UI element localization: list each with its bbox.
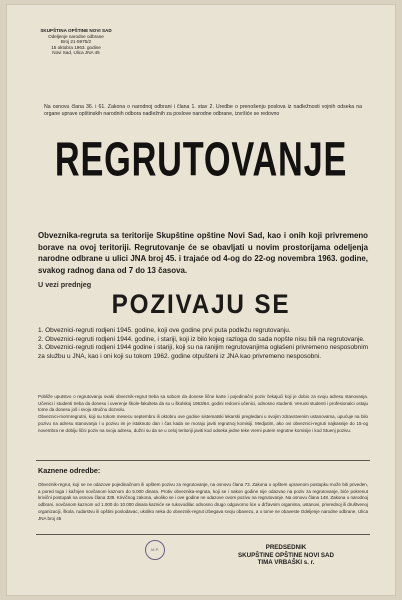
poster-sheet xyxy=(6,4,396,596)
header-line: Novi Sad, Ulica JNA 45 xyxy=(52,50,100,56)
call-point: 2. Obveznici-regruti rodjeni 1944. godine, i stariji, koji iz bilo kojeg razloga do sada nopšte nisu bili na regrutovanje. xyxy=(38,335,365,343)
header-line: 15 oktobra 1963. godine xyxy=(51,44,101,50)
signature-name: TIMA VRBAŠKI s. r. xyxy=(257,559,315,567)
penalties-text: Obveznik-regrut, koji se ne odazove pojedinačnom ili opštem pozivu za regrutovanje, na osnovu člana 73. Zakona o opštem upravnom postupku može biti priveden, a pored toga i kažnjen novčanom kaznom do 5.000 dinara. Protiv obveznika-regruta, koji se i nakon godine nije odazvao na poziv za regrutovanje, biće pokrenut krivični postupak na osnovu člana 339. Krivičnog zakona, ukoliko se i ove godine ne odazove ovom pozivu na regrutovanje. Na osnovu člana 148. Zakona o narodnoj odbrani, novčanom kaznom od 1.000 do 10.000 dinara kazniće se rukovodilac odnosno drugo odgovorno lice u državnim organima, ustanovi, privrednoj ili društvenoj organizaciji, škola, rudarstvu ili opštini poslodavac, ukoliko neka do obveznik-regrut izbegava svoju obavezu, a o tome ne obaveste Odeljenje narodne odbrane, Ulica JNA broj 45 xyxy=(38,482,368,521)
signature-org: SKUPŠTINE OPŠTINE NOVI SAD xyxy=(238,551,334,559)
intro-paragraph: Na osnovu člana 36. i 61. Zakona o narodnoj odbrani i člana 1. stav 2. Uredbe o prenošenju poslova iz nadležnosti vojnih odseka na organe uprave opštinskih narodnih odbora nadležnih za poslove narodne odbrane, izvršiće se redovno xyxy=(44,104,362,117)
divider-line xyxy=(36,534,370,535)
poziv-heading: POZIVAJU SE xyxy=(111,289,291,319)
announcement-paragraph: Obveznika-regruta sa teritorije Skupštine opštine Novi Sad, kao i onih koji privremeno borave na ovoj teritoriji. Regrutovanje će se obavljati u novim prostorijama odeljenja narodne odbrane u ulici JNA broj 45. i trajaće od 4-og do 22-og novembra 1963. godine, svakog radnog dana od 7 do 13 časova. xyxy=(38,231,368,275)
signature-block xyxy=(211,544,361,567)
header-line: Broj 21-5975/2 xyxy=(60,39,92,45)
poster-title: REGRUTOVANJE xyxy=(54,132,348,187)
instructions-text xyxy=(38,394,368,434)
vezi-label: U vezi prednjeg xyxy=(38,280,92,289)
signature-title: PREDSEDNIK xyxy=(265,544,307,551)
penalties-heading: Kaznene odredbe: xyxy=(38,466,101,475)
official-stamp: M.P. xyxy=(145,540,165,560)
call-point: 3. Obveznici-regruti rodjeni 1944 godine i stariji, koji su na ranijim regrutovanjima ogłašeni privremeno nesposobnim za službu u JNA, kao i oni koji su tokom 1962. godine otpušteni iz JNA kao privremeno nesposobni. xyxy=(38,344,368,361)
issuer-header xyxy=(26,28,126,56)
header-line: SKUPŠTINA OPŠTINE NOVI SAD xyxy=(40,28,112,33)
call-points xyxy=(38,327,368,362)
divider-line xyxy=(36,460,370,461)
instructions-paragraph: Obveznici-mormregrutni, koji su tokom mesecu septembru ili oktobru ove godine sistematski lekarski pregledani u svojim zdravstvenim ustanovama, upućuje na bilo pozivu na adresu stanovanja i u pozivu im je istaknuto dan i čas kada se moraju javiti regrutnoj komisiji. Medjutim, ako ovi obveznici-regruti najkasnije do 15-og novembra ne dobiju lični poziv na svoju adresu, dužni su da se u celoj teritoriji javiti kod odseka jedne teke vremi putem regrutne komisije i kod Stuenj pozivu. xyxy=(38,414,368,433)
call-point: 1. Obveznici-regruti rodjeni 1945. godine, koji ove godine prvi puta podležu regrutovanju. xyxy=(38,327,291,334)
instructions-paragraph: Pobliže uputstvo o regrutovanju svaki obveznik-regrut treba sa sobom da donese lične karte i pojedinačni poziv čekajući koji je dobio za svoju adresu stanovanja. Učenici i studenti treba da donesu i uverenje škole-fakulteta da su u školskoj 1963/64. godini redovni učenici, odnosno studenti. Veruoti studenti i profesionalci ostaju tome da donesu još i svoju stručnu dozvolu. xyxy=(38,394,368,413)
header-line: Odeljenje narodne odbrane xyxy=(48,33,104,39)
